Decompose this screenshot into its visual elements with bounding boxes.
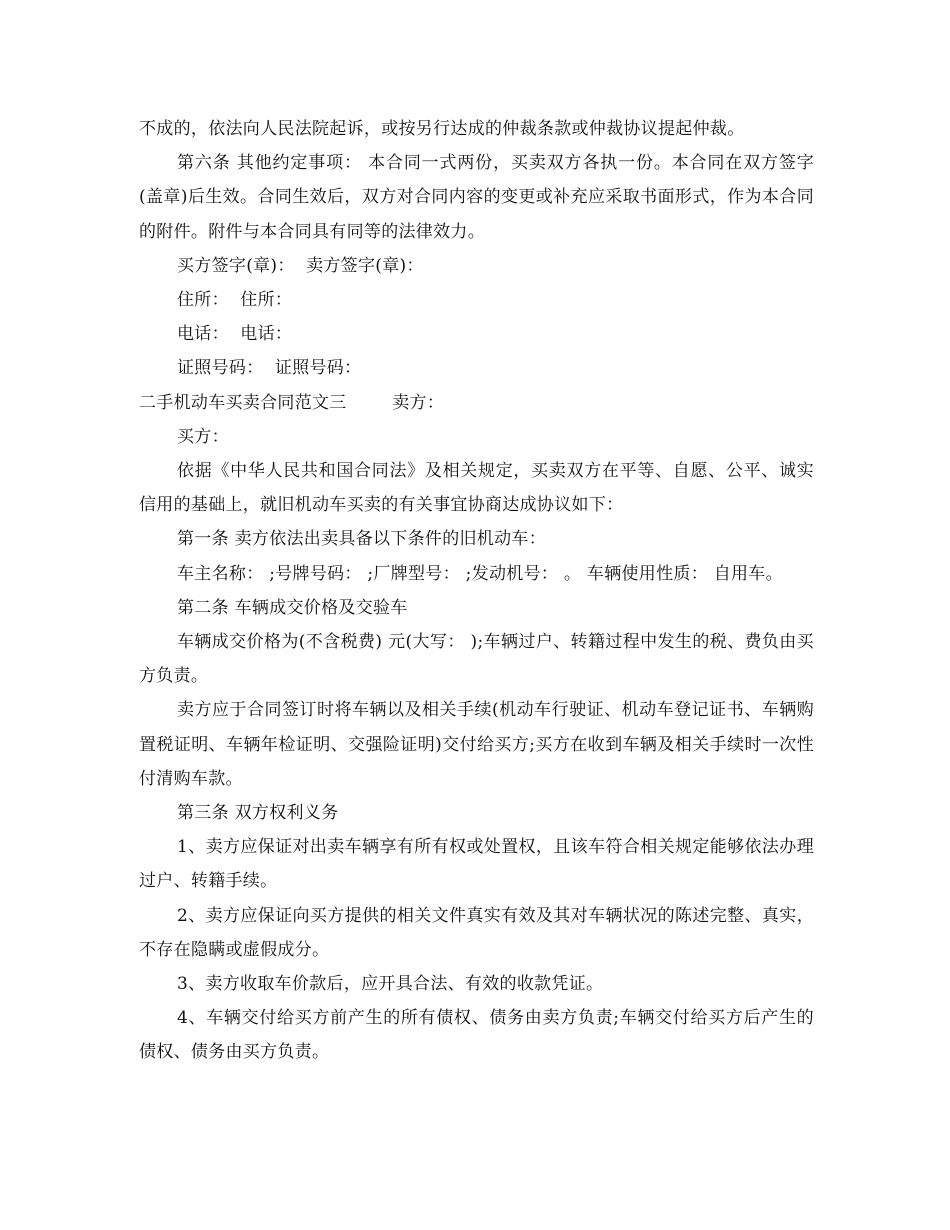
signature-line: 买方签字(章)： 卖方签字(章)：	[177, 255, 424, 276]
paragraph-clause-1: 1、卖方应保证对出卖车辆享有所有权或处置权，且该车符合相关规定能够依法办理过户、转籍手续。	[139, 837, 814, 892]
article-2-heading: 第二条 车辆成交价格及交验车	[177, 597, 408, 618]
section-title-template-3: 二手机动车买卖合同范文三 卖方：	[139, 392, 445, 413]
phone-line: 电话： 电话：	[177, 324, 293, 345]
paragraph-clause-2: 2、卖方应保证向买方提供的相关文件真实有效及其对车辆状况的陈述完整、真实，不存在隐瞒或虚假成分。	[139, 905, 814, 960]
address-line: 住所： 住所：	[177, 290, 293, 311]
paragraph-clause-4: 4、车辆交付给买方前产生的所有债权、债务由卖方负责;车辆交付给买方后产生的债权、债务由买方负责。	[139, 1008, 814, 1063]
paragraph-vehicle-info: 车主名称： ;号牌号码： ;厂牌型号： ;发动机号： 。 车辆使用性质： 自用车。	[177, 563, 783, 584]
buyer-line: 买方：	[177, 426, 229, 447]
id-number-line: 证照号码： 证照号码：	[177, 358, 362, 379]
paragraph-price: 车辆成交价格为(不含税费) 元(大写： );车辆过户、转籍过程中发生的税、费负由买方负责。	[139, 632, 814, 687]
paragraph-clause-3: 3、卖方收取车价款后，应开具合法、有效的收款凭证。	[177, 974, 604, 995]
paragraph-preamble: 依据《中华人民共和国合同法》及相关规定，买卖双方在平等、自愿、公平、诚实信用的基础上，就旧机动车买卖的有关事宜协商达成协议如下：	[139, 461, 814, 516]
paragraph-article-6: 第六条 其他约定事项： 本合同一式两份，买卖双方各执一份。本合同在双方签字(盖章)后生效。合同生效后，双方对合同内容的变更或补充应采取书面形式，作为本合同的附件。附件与本合同具有同等的法律效力。	[139, 153, 814, 242]
document-body	[139, 112, 814, 1070]
article-1-heading: 第一条 卖方依法出卖具备以下条件的旧机动车：	[177, 529, 547, 550]
paragraph-delivery: 卖方应于合同签订时将车辆以及相关手续(机动车行驶证、机动车登记证书、车辆购置税证明、车辆年检证明、交强险证明)交付给买方;买方在收到车辆及相关手续时一次性付清购车款。	[139, 700, 814, 789]
article-3-heading: 第三条 双方权利义务	[177, 803, 339, 824]
paragraph-arbitration-end: 不成的，依法向人民法院起诉，或按另行达成的仲裁条款或仲裁协议提起仲裁。	[139, 119, 745, 139]
